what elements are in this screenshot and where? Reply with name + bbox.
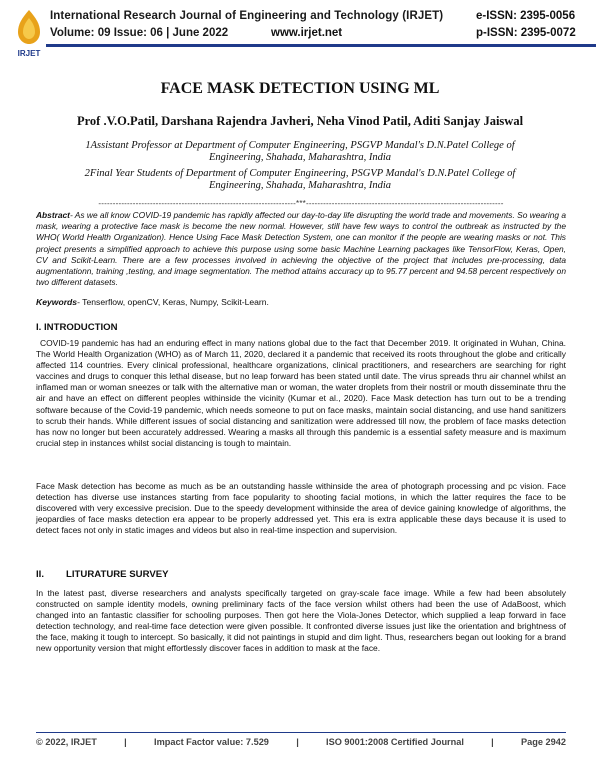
footer-divider-1: |	[124, 737, 127, 747]
logo-text: IRJET	[17, 49, 41, 58]
intro-paragraph-2: Face Mask detection has become as much as be an outstanding hassle withinside the area of photograph processing and pc vision. Face detection has diverse use instances starting from face popularity to shooting facial motions, in which the latter requires the face to be discovered with very excessive precision. Due to the speedy development withinside the area of device gaining knowledge of algorithms, the jeopardies of face masks detection era appear to be properly addressed yet. This era is extra applicable these days because it is used to detect faces not only in static images and videos but also in real-time inspection and supervision.	[36, 481, 566, 536]
keywords-label: Keywords	[36, 297, 78, 307]
keywords	[36, 297, 566, 308]
footer-divider-2: |	[296, 737, 299, 747]
header-divider	[46, 44, 596, 47]
irjet-logo	[10, 8, 48, 60]
affiliation-2: 2Final Year Students of Department of Computer Engineering, PSGVP Mandal's D.N.Patel College of Engineering, Shahada, Maharashtra, India	[84, 168, 516, 191]
paper-authors: Prof .V.O.Patil, Darshana Rajendra Javheri, Neha Vinod Patil, Aditi Sanjay Jaiswal	[76, 114, 524, 128]
intro-paragraph-1: COVID-19 pandemic has had an enduring effect in many nations global due to the fact that December 2019. It originated in Wuhan, China. The World Health Organization (WHO) as of March 11, 2020, declared it a pandemic that received its roots throughout the globe and critically affected 114 countries. Every clinical professional, healthcare organizations, clinical practitioners, and researchers are searching for right vaccines and drugs to conquer this lethal disease, but no leap forward has been stated until date. The virus spreads thru air channel whilst an inflamed man or woman sneezes or talk with the alternative man or woman, the water droplets from their nostril or mouth disseminate thru the air and have an effect on different peoples withinside the vicinity (Kumar et al., 2020). Face Mask detection has turn out to be a trending software because of the Covid-19 pandemic, which needs someone to put on face masks, maintain social distancing, and use hand sanitizers to scrub their hands. While different issues of social distancing and sanitization were addressed till now, the problem of face masks detection has now no longer but been accurately addressed. Wearing a masks all through this pandemic is a essential safety measure and is maximum crucial step in instances whilst social distancing is tough to maintain.	[36, 338, 566, 448]
footer-divider	[36, 732, 566, 733]
footer-impact-factor: Impact Factor value: 7.529	[154, 737, 269, 747]
journal-name: International Research Journal of Engineering and Technology (IRJET)	[50, 10, 444, 22]
journal-header	[6, 4, 594, 66]
abstract-label: Abstract	[36, 210, 70, 220]
section-number: II.	[36, 569, 44, 580]
page-footer	[36, 737, 566, 747]
footer-page-number: Page 2942	[521, 737, 566, 747]
abstract-text: - As we all know COVID-19 pandemic has rapidly affected our day-to-day life disrupting the world trade and movements. So wearing a mask, wearing a protective face mask is become the new normal. However, still have few ways to control the outbreak as instructed by the WHO( World Health Organization). Hence Using Face Mask Detection System, one can monitor if the people are wearing masks or not. This project presents a simplified approach to achieve this purpose using some basic Machine Learning packages like TensorFlow, Keras, Open, CV and Scikit-Learn. There are a few processes involved in achieving the objective of the project that includes pre-processing, data augmentationn, training ,testing, and image segmentation. The method attains accuracy up to 95.77 percent and 94.58 percent respectively on two different datasets.	[36, 210, 566, 288]
keywords-text: - Tenserflow, openCV, Keras, Numpy, Scikit-Learn.	[77, 297, 269, 307]
footer-iso: ISO 9001:2008 Certified Journal	[326, 737, 464, 747]
separator-line: ---------------------------------------------------------------------***---------------------------------------------------------------------	[98, 199, 504, 208]
e-issn: e-ISSN: 2395-0056	[476, 10, 576, 22]
volume-issue: Volume: 09 Issue: 06 | June 2022	[50, 27, 229, 39]
journal-website[interactable]: www.irjet.net	[271, 27, 343, 39]
section-heading-introduction: I. INTRODUCTION	[36, 322, 118, 333]
section-title: LITURATURE SURVEY	[66, 569, 169, 580]
p-issn: p-ISSN: 2395-0072	[476, 27, 576, 39]
footer-divider-3: |	[491, 737, 494, 747]
footer-copyright: © 2022, IRJET	[36, 737, 97, 747]
literature-paragraph-1: In the latest past, diverse researchers and analysts specifically targeted on gray-scale face image. While a few had been absolutely constructed on sample identity models, owning preliminary facts of the face version whilst others had been the use of AdaBoost, which changed into an fantastic classifier for schooling purposes. Then got here the Viola-Jones Detector, which supplied a leap forward in face detection technology, and real-time face detection were given possible. It confronted diverse issues just like the orientation and brightness of the face, making it tough to intercept. So basically, it did not paintings in stupid and dim light. Thus, researchers began out looking for a brand new opportunity version that might effortlessly discover faces in addition to mask at the face.	[36, 588, 566, 654]
paper-title: FACE MASK DETECTION USING ML	[160, 80, 440, 97]
section-heading-literature-survey	[36, 569, 169, 580]
abstract	[36, 210, 566, 288]
affiliation-1: 1Assistant Professor at Department of Computer Engineering, PSGVP Mandal's D.N.Patel College of Engineering, Shahada, Maharashtra, India	[85, 140, 515, 163]
